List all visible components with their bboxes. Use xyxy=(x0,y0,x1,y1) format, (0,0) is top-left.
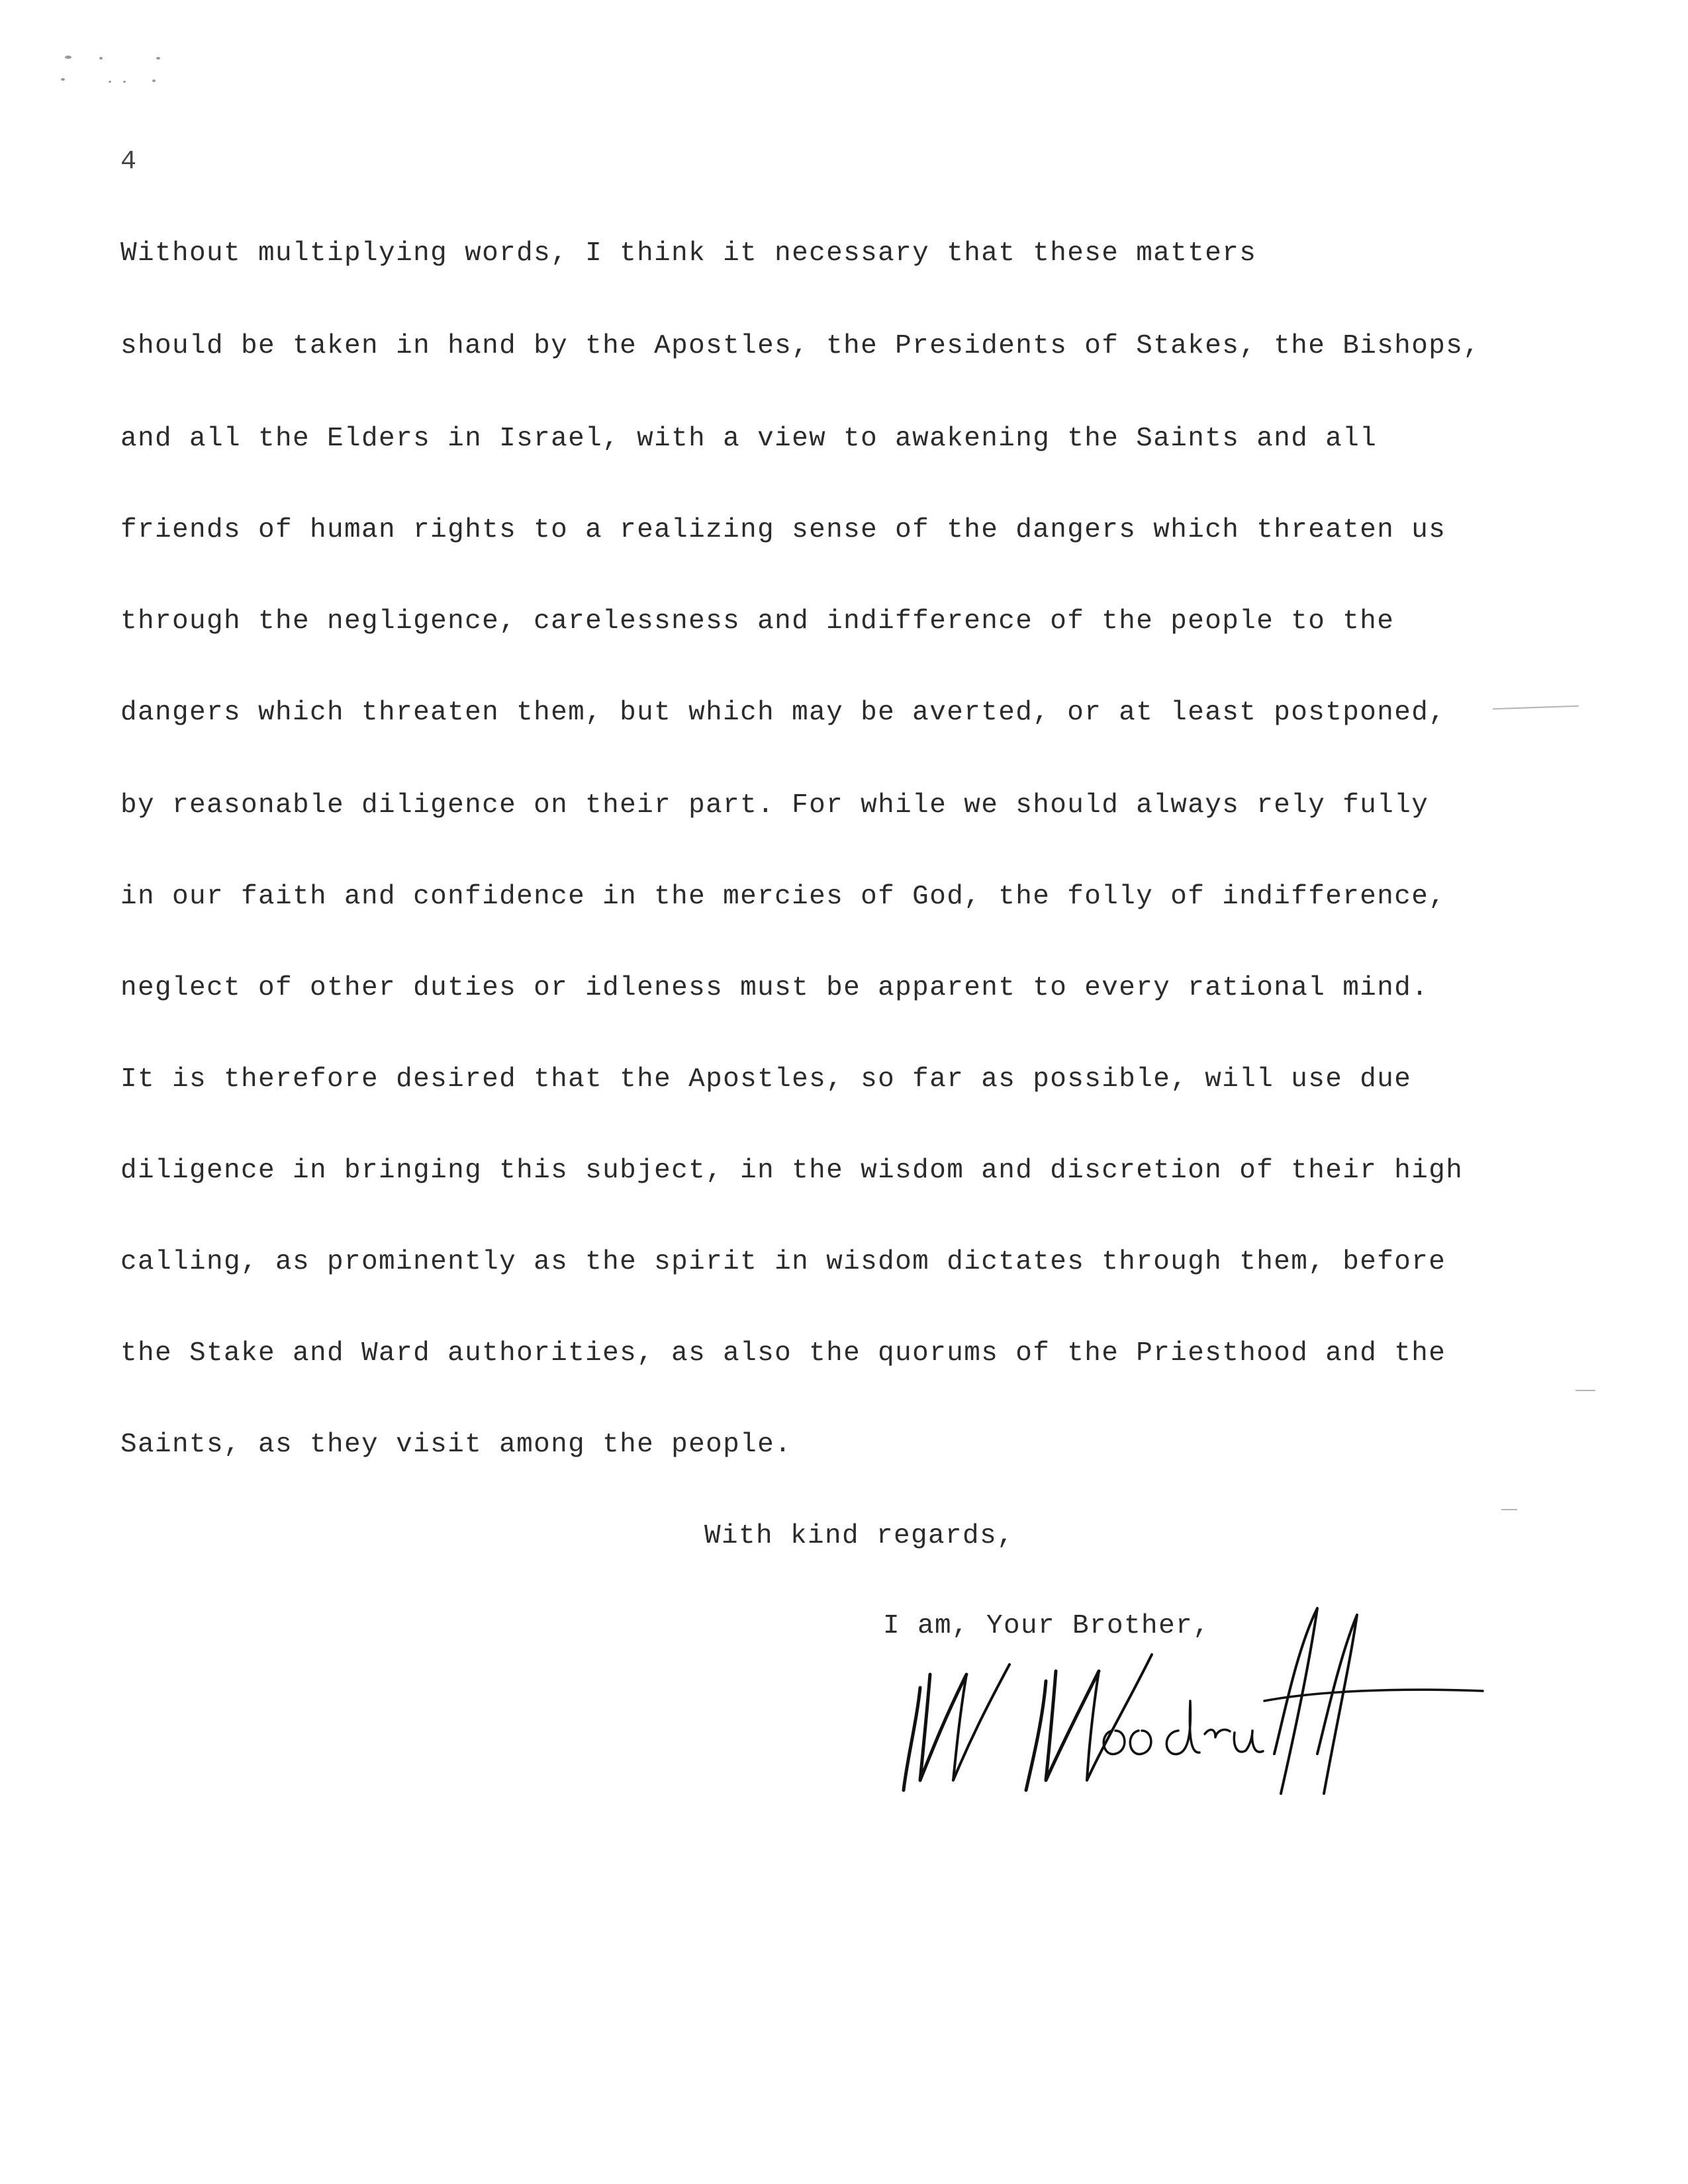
letter-line: Saints, as they visit among the people. xyxy=(120,1430,792,1460)
letter-line: by reasonable diligence on their part. For while we should always rely fully xyxy=(120,790,1429,821)
stray-mark xyxy=(1575,1390,1595,1391)
letter-line: dangers which threaten them, but which may be averted, or at least postponed, xyxy=(120,698,1446,728)
stray-mark xyxy=(1493,705,1579,710)
letter-line: It is therefore desired that the Apostles, so far as possible, will use due xyxy=(120,1064,1412,1095)
letter-line: Without multiplying words, I think it necessary that these matters xyxy=(120,238,1257,269)
letter-line: through the negligence, carelessness and indifference of the people to the xyxy=(120,606,1395,637)
letter-line: and all the Elders in Israel, with a view to awakening the Saints and all xyxy=(120,424,1378,454)
letter-line: calling, as prominently as the spirit in wisdom dictates through them, before xyxy=(120,1247,1446,1277)
stray-mark xyxy=(1501,1509,1517,1510)
letter-line: diligence in bringing this subject, in the wisdom and discretion of their high xyxy=(120,1156,1464,1186)
letter-line: in our faith and confidence in the mercies of God, the folly of indifference, xyxy=(120,882,1446,912)
letter-line: the Stake and Ward authorities, as also the quorums of the Priesthood and the xyxy=(120,1338,1446,1369)
letter-line: neglect of other duties or idleness must be apparent to every rational mind. xyxy=(120,973,1429,1003)
signature xyxy=(894,1602,1489,1820)
sign-off-line: I am, Your Brother, xyxy=(883,1611,1211,1641)
page-number: 4 xyxy=(120,147,137,177)
letter-line: friends of human rights to a realizing sense of the dangers which threaten us xyxy=(120,515,1446,545)
closing-line: With kind regards, xyxy=(704,1521,1015,1551)
letter-line: should be taken in hand by the Apostles, the Presidents of Stakes, the Bishops, xyxy=(120,331,1481,361)
